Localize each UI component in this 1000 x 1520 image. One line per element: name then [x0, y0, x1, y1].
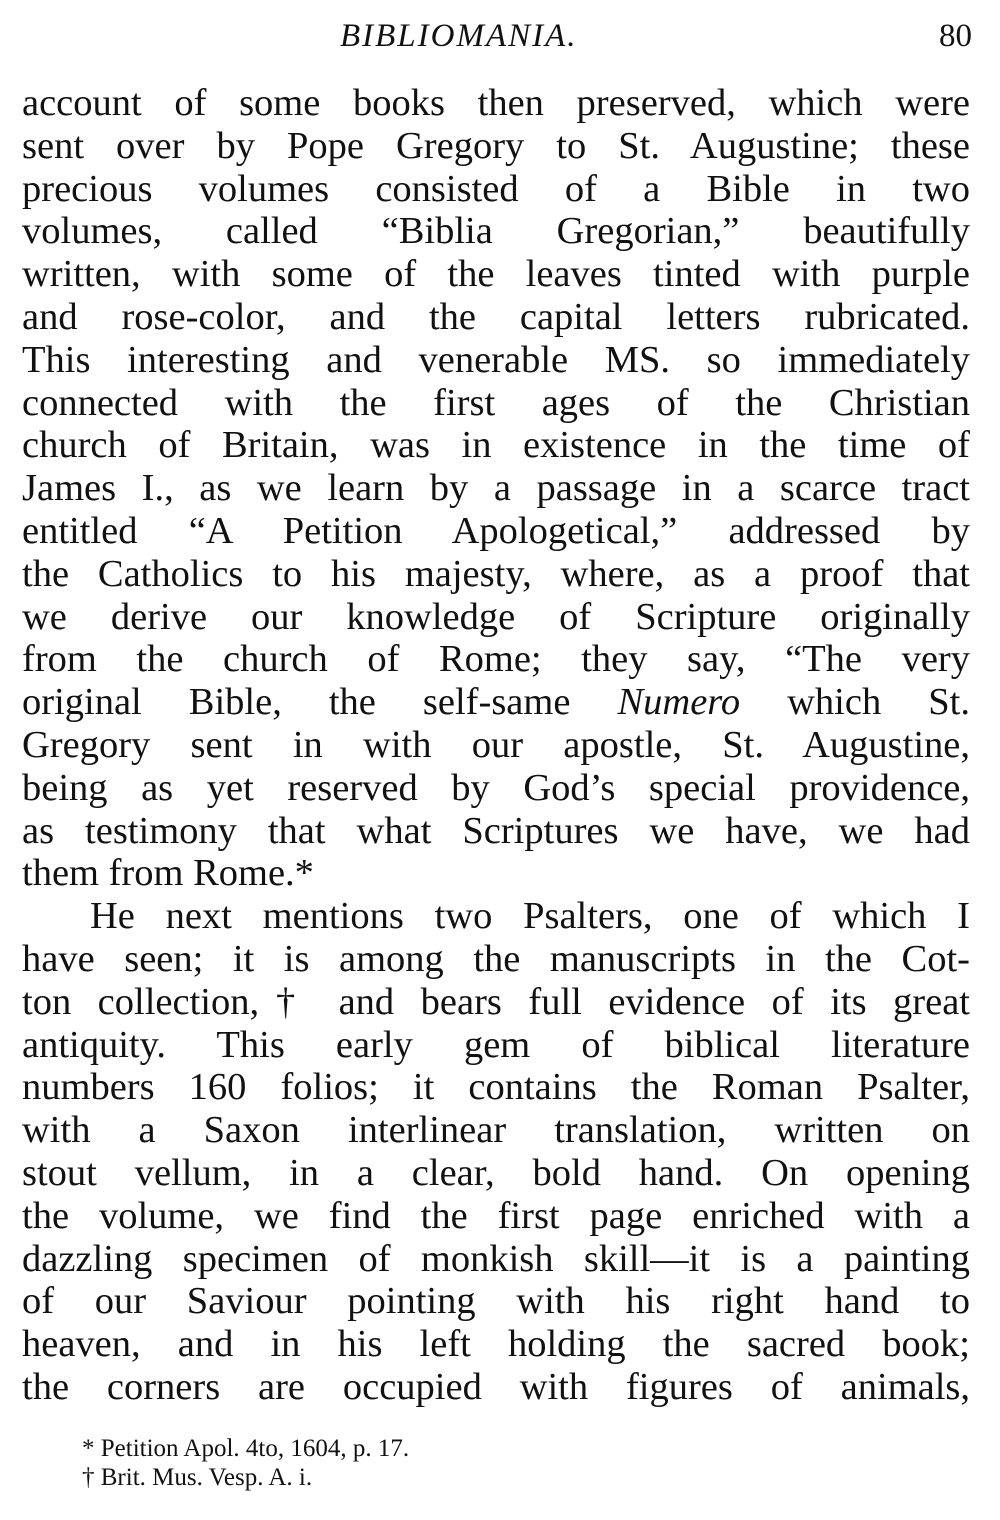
text-line: entitled “A Petition Apologetical,” addressed by	[22, 509, 970, 552]
text-line: being as yet reserved by God’s special providence,	[22, 766, 970, 809]
text-line: church of Britain, was in existence in the time of	[22, 424, 970, 467]
text-line: them from Rome.*	[22, 852, 314, 895]
text-line: Gregory sent in with our apostle, St. Augustine,	[22, 723, 970, 766]
italic-word-numero: Numero	[617, 681, 741, 724]
footnote-dagger: † Brit. Mus. Vesp. A. i.	[82, 1464, 313, 1491]
text-line: sent over by Pope Gregory to St. Augustine; these	[22, 124, 970, 167]
running-title: BIBLIOMANIA.	[340, 18, 578, 54]
body-text	[22, 82, 970, 1409]
text-line: volumes, called “Biblia Gregorian,” beautifully	[22, 210, 970, 253]
text-segment: which St.	[740, 681, 970, 724]
text-line: dazzling specimen of monkish skill—it is a painting	[22, 1237, 970, 1280]
text-line: account of some books then preserved, which were	[22, 82, 970, 124]
footnotes	[82, 1434, 782, 1492]
text-line: written, with some of the leaves tinted with purple	[22, 253, 970, 296]
text-line: the Catholics to his majesty, where, as a proof that	[22, 552, 970, 595]
text-line: and rose-color, and the capital letters rubricated.	[22, 295, 970, 338]
text-line: connected with the first ages of the Christian	[22, 381, 970, 424]
footnote-asterisk: * Petition Apol. 4to, 1604, p. 17.	[82, 1435, 410, 1462]
text-line: antiquity. This early gem of biblical literature	[22, 1023, 970, 1066]
text-segment: original Bible, the self-same	[22, 681, 618, 724]
text-line: have seen; it is among the manuscripts in the Cot-	[22, 937, 970, 980]
text-line: the corners are occupied with figures of animals,	[22, 1365, 970, 1408]
text-line-with-italic	[22, 681, 970, 724]
text-line: James I., as we learn by a passage in a scarce tract	[22, 467, 970, 510]
running-head	[0, 14, 1000, 58]
text-line: stout vellum, in a clear, bold hand. On opening	[22, 1151, 970, 1194]
text-line: heaven, and in his left holding the sacred book;	[22, 1323, 970, 1366]
text-line: ton collection,† and bears full evidence of its great	[22, 980, 970, 1023]
text-line: the volume, we find the first page enriched with a	[22, 1194, 970, 1237]
text-line: as testimony that what Scriptures we have, we had	[22, 809, 970, 852]
paragraph-first-line: He next mentions two Psalters, one of which I	[90, 895, 970, 938]
text-line: we derive our knowledge of Scripture originally	[22, 595, 970, 638]
text-line: This interesting and venerable MS. so immediately	[22, 338, 970, 381]
page-number: 80	[939, 18, 972, 54]
text-line: from the church of Rome; they say, “The very	[22, 638, 970, 681]
text-line: numbers 160 folios; it contains the Roman Psalter,	[22, 1066, 970, 1109]
text-line: with a Saxon interlinear translation, written on	[22, 1109, 970, 1152]
text-line: precious volumes consisted of a Bible in two	[22, 167, 970, 210]
text-line: of our Saviour pointing with his right hand to	[22, 1280, 970, 1323]
